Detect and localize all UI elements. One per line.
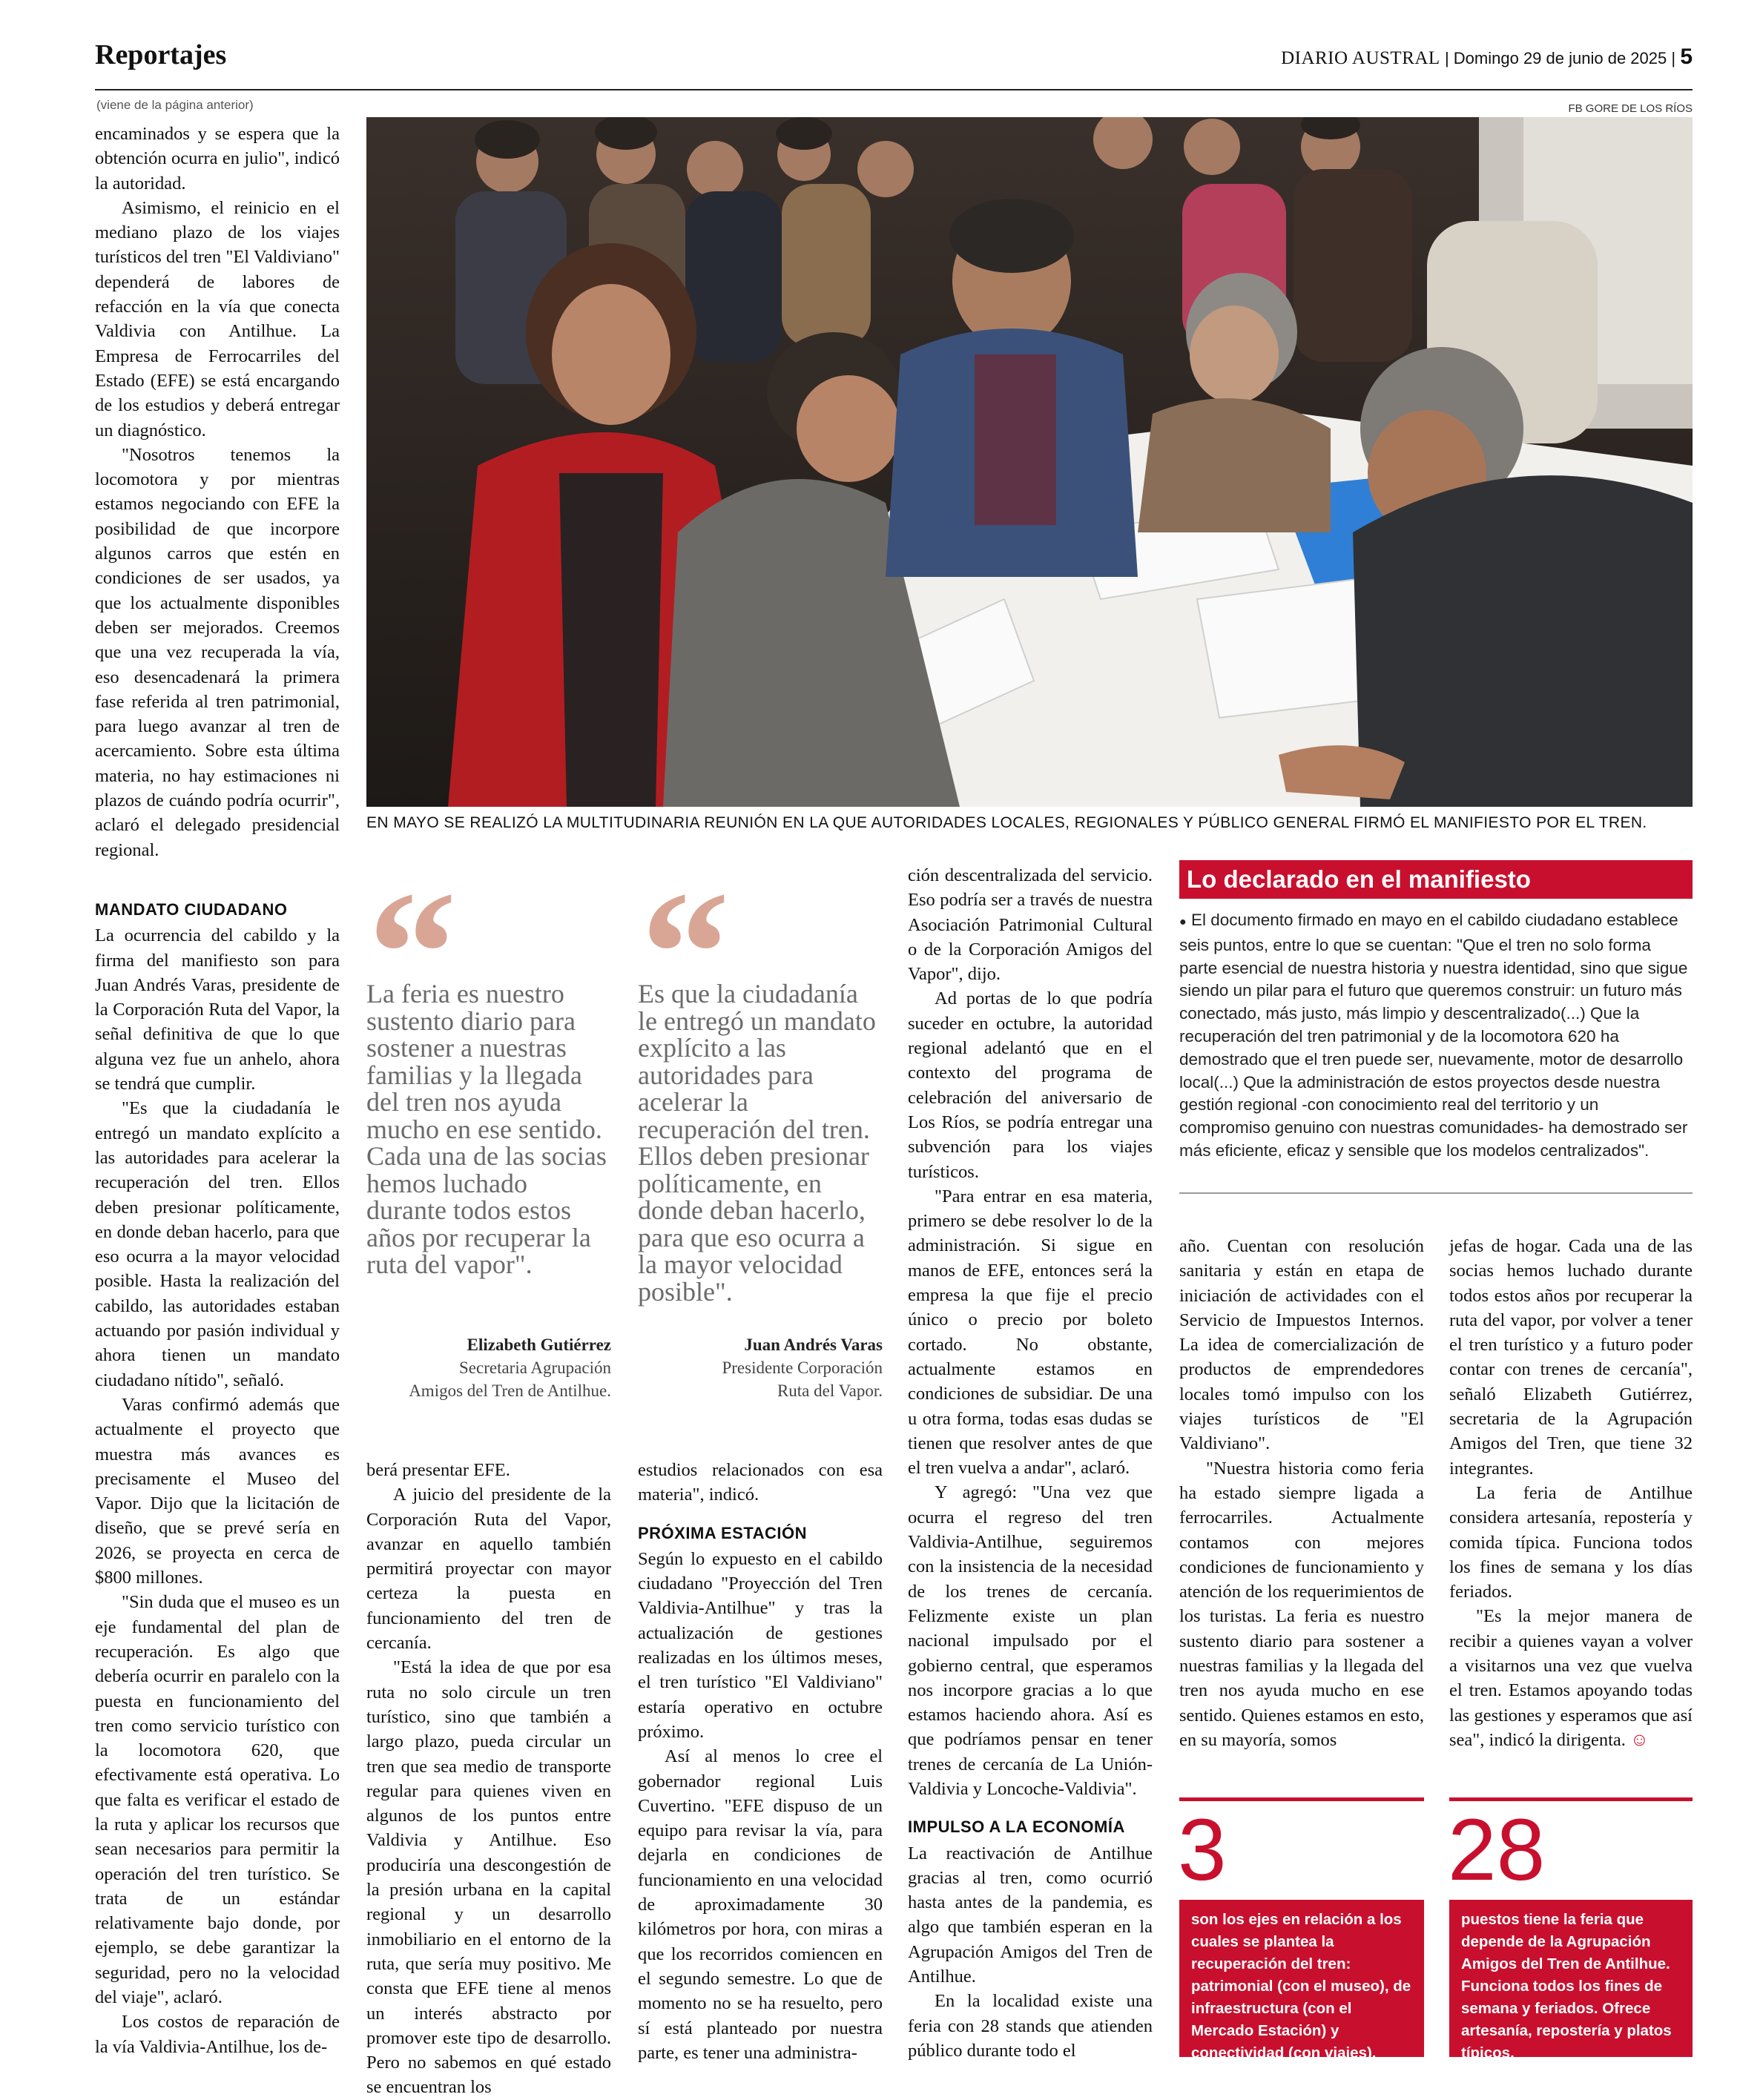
quote-1-name: Elizabeth Gutiérrez — [467, 1335, 611, 1354]
subhead-proxima-estacion: PRÓXIMA ESTACIÓN — [638, 1523, 808, 1542]
header-rule — [95, 89, 1693, 90]
paragraph: Los costos de reparación de la vía Valdivia-Antilhue, los de- — [95, 2012, 340, 2057]
continued-note: (viene de la página anterior) — [96, 98, 254, 112]
paragraph: La ocurrencia del cabildo y la firma del manifiesto son para Juan Andrés Varas, presidente de la Corporación Ruta del Vapor, la señal definitiva de que lo que alguna vez fue un anhelo, ahora se tendrá que cumplir. — [95, 925, 340, 1094]
page-number: 5 — [1680, 44, 1693, 69]
quote-1-text: La feria es nuestro sustento diario para sostener a nuestras familias y la llegada del tren nos ayuda mucho en ese sentido. Cada una de las socias hemos luchado durante todos estos años por recuperar la ruta del vapor". — [366, 979, 607, 1279]
end-mark-icon: ☺ — [1630, 1729, 1650, 1750]
column-5 — [1179, 1234, 1424, 1752]
paragraph: berá presentar EFE. — [366, 1460, 510, 1480]
paragraph: Ad portas de lo que podría suceder en octubre, la autoridad regional adelantó que en el contexto del programa de celebración del aniversario de Los Ríos, se podría entregar una subvención para los viajes turísticos. — [908, 988, 1153, 1182]
paragraph: "Sin duda que el museo es un eje fundamental del plan de recuperación. Es algo que debería ocurrir en paralelo con la puesta en funcionamiento del tren como servicio turístico con la locomotora 620, que efectivamente está operativa. Lo que falta es verificar el estado de la ruta y aplicar los recursos que sean necesarios para permitir la operación del tren turístico. Se trata de un estándar relativamente bajo donde, por ejemplo, se debe garantizar la seguridad, pero no la velocidad del viaje", aclaró. — [95, 1592, 340, 2008]
fact-2-number: 28 — [1448, 1801, 1546, 1899]
quote-1-attribution — [366, 1333, 611, 1402]
quote-2-text: Es que la ciudadanía le entregó un mandato explícito a las autoridades para acelerar la recuperación del tren. Ellos deben presionar políticamente, en donde deban hacerlo, para que eso ocurra a la mayor velocidad posible". — [638, 979, 876, 1307]
manifesto-text: El documento firmado en mayo en el cabildo ciudadano establece seis puntos, entre lo que se cuentan: "Que el tren no solo forma parte esencial de nuestra historia y nuestra identidad, sino que sigue siendo un pilar para el futuro que queremos construir: un futuro más conectado, más justo, más limpio y descentralizado(...) Que la recuperación del tren patrimonial y de la locomotora 620 ha demostrado que el tren puede ser, nuevamente, motor de desarrollo local(...) Que la administración de estos proyectos desde nuestra gestión regional -con conocimiento real del territorio y un compromiso genuino con nuestras comunidades- ha demostrado ser más eficiente, eficaz y sensible que los modelos centralizados". — [1179, 911, 1688, 1160]
column-3 — [638, 1458, 883, 2065]
paragraph: La reactivación de Antilhue gracias al tren, como ocurrió hasta antes de la pandemia, es algo que también esperan en la Agrupación Amigos del Tren de Antilhue. — [908, 1843, 1153, 1987]
photo-illustration — [366, 117, 1693, 807]
paragraph: año. Cuentan con resolución sanitaria y están en etapa de iniciación de actividades con el Servicio de Impuestos Internos. La idea de comercialización de productos de emprendedores locales tomó impulso con los viajes turísticos de "El Valdiviano". — [1179, 1236, 1424, 1454]
paragraph: "Está la idea de que por esa ruta no solo circule un tren turístico, sino que también a largo plazo, pueda circular un tren que sea medio de transporte regular para quienes viven en algunos de los puntos entre Valdivia y Antilhue. Eso produciría una descongestión de la presión urbana en la capital regional y un desarrollo inmobiliario en el entorno de la ruta, que sería muy positivo. Me consta que EFE tiene al menos un interés abstracto por promover este tipo de desarrollo. Pero no sabemos en qué estado se encuentran los — [366, 1657, 611, 2098]
manifesto-title: Lo declarado en el manifiesto — [1179, 860, 1693, 899]
column-6 — [1449, 1234, 1693, 1752]
paragraph: "Nuestra historia como feria ha estado siempre ligada a ferrocarriles. Actualmente contamos con mejores condiciones de funcionamiento y atención de los requerimientos de los turistas. La feria es nuestro sustento diario para sostener a nuestras familias y la llegada del tren nos ayuda mucho en ese sentido. Quienes estamos en esto, en su mayoría, somos — [1179, 1458, 1424, 1750]
subhead-impulso: IMPULSO A LA ECONOMÍA — [908, 1817, 1125, 1837]
paragraph: ción descentralizada del servicio. Eso podría ser a través de nuestra Asociación Patrimonial Cultural o de la Corporación Amigos del Vapor", dijo. — [908, 865, 1153, 985]
photo-caption: EN MAYO SE REALIZÓ LA MULTITUDINARIA REUNIÓN EN LA QUE AUTORIDADES LOCALES, REGIONALES Y PÚBLICO GENERAL FIRMÓ EL MANIFIESTO POR EL TREN. — [366, 814, 1647, 831]
quote-mark-1 — [368, 890, 457, 971]
quote-2-role: Presidente Corporación — [722, 1358, 883, 1377]
paragraph: Así al menos lo cree el gobernador regional Luis Cuvertino. "EFE dispuso de un equipo para revisar la vía, para dejarla en condiciones de funcionamiento en una velocidad de aproximadamente 30 kilómetros por hora, con miras a que los recorridos comiencen en el segundo semestre. Lo que de momento no se ha resuelto, pero sí está planteado por nuestra parte, es tener una administra- — [638, 1746, 883, 2063]
paragraph: jefas de hogar. Cada una de las socias hemos luchado durante todos estos años por recuperar la ruta del vapor, por volver a tener el tren turístico y a futuro poder contar con trenes de cercanía", señaló Elizabeth Gutiérrez, secretaria de la Agrupación Amigos del Tren, que tiene 32 integrantes. — [1449, 1236, 1693, 1479]
paragraph: Asimismo, el reinicio en el mediano plazo de los viajes turísticos del tren "El Valdiviano" dependerá de labores de refacción en la vía que conecta Valdivia con Antilhue. La Empresa de Ferrocarriles del Estado (EFE) se está encargando de los estudios y deberá entregar un diagnóstico. — [95, 197, 340, 440]
subhead-mandato: MANDATO CIUDADANO — [95, 900, 288, 919]
photo-credit: FB GORE DE LOS RÍOS — [1568, 102, 1693, 115]
paragraph: A juicio del presidente de la Corporación Ruta del Vapor, avanzar en aquello también permitirá proyectar con mayor certeza la puesta en funcionamiento del tren de cercanía. — [366, 1485, 611, 1654]
manifesto-rule — [1179, 1192, 1693, 1194]
quote-2-attribution — [638, 1333, 883, 1402]
column-1-bottom — [95, 887, 340, 2059]
paragraph: estudios relacionados con esa materia", indicó. — [638, 1460, 883, 1505]
issue-date: | Domingo 29 de junio de 2025 | — [1444, 49, 1676, 67]
quote-1-role-2: Amigos del Tren de Antilhue. — [409, 1381, 611, 1400]
quote-1-role: Secretaria Agrupación — [459, 1358, 611, 1377]
main-photo — [366, 117, 1693, 807]
paragraph — [1449, 1604, 1693, 1752]
paragraph: La feria de Antilhue considera artesanía, repostería y comida típica. Funciona todos los fines de semana y los días feriados. — [1449, 1482, 1693, 1602]
newspaper-name: DIARIO AUSTRAL — [1281, 48, 1440, 68]
quote-2-name: Juan Andrés Varas — [744, 1335, 883, 1354]
closing-text: "Es la mejor manera de recibir a quienes vayan a volver a visitarnos una vez que vuelva el tren. Estamos apoyando todas las gestiones y esperamos que así sea", indicó la dirigenta. — [1449, 1606, 1693, 1750]
quote-mark-2 — [641, 890, 730, 971]
manifesto-body — [1179, 909, 1693, 1163]
paragraph: Según lo expuesto en el cabildo ciudadano "Proyección del Tren Valdivia-Antilhue" y tras la actualización de gestiones realizadas en los últimos meses, el tren turístico "El Valdiviano" estaría operativo en octubre próximo. — [638, 1548, 883, 1742]
column-2 — [366, 1458, 611, 2100]
column-4 — [908, 863, 1153, 2063]
column-1-top — [95, 122, 340, 862]
paragraph: "Nosotros tenemos la locomotora y por mientras estamos negociando con EFE la posibilidad de que incorpore algunos carros que estén en condiciones de ser usados, ya que los actualmente disponibles deben ser mejorados. Creemos que una vez recuperada la vía, eso desencadenará la primera fase referida al tren patrimonial, para luego avanzar al tren de acercamiento. Sobre esta última materia, no hay estimaciones ni plazos de cuándo podría ocurrir", aclaró el delegado presidencial regional. — [95, 444, 340, 860]
paragraph: "Es que la ciudadanía le entregó un mandato explícito a las autoridades para acelerar la recuperación del tren. Ellos deben presionar políticamente, en donde deban hacerlo, para que eso ocurra a la mayor velocidad posible. Hasta la realización del cabildo, las autoridades estaban actuando por pasión individual y ahora tienen un mandato ciudadano nítido", señaló. — [95, 1098, 340, 1390]
fact-2-text: puestos tiene la feria que depende de la Agrupación Amigos del Tren de Antilhue. Funciona todos los fines de semana y feriados. Ofrece artesanía, repostería y platos típicos. — [1449, 1900, 1693, 2057]
paragraph: encaminados y se espera que la obtención ocurra en julio", indicó la autoridad. — [95, 124, 340, 194]
fact-1-text: son los ejes en relación a los cuales se plantea la recuperación del tren: patrimonial (con el museo), de infraestructura (con el Mercado Estación) y conectividad (con viajes). — [1179, 1900, 1424, 2057]
paragraph: Y agregó: "Una vez que ocurra el regreso del tren Valdivia-Antilhue, seguiremos con la insistencia de la necesidad de los trenes de cercanía. Felizmente existe un plan nacional impulsado por el gobierno central, que esperamos nos incorpore gracias a lo que estamos haciendo ahora. Así es que podríamos pensar en tener trenes de cercanía de La Unión-Valdivia y Loncoche-Valdivia". — [908, 1482, 1153, 1799]
masthead — [1281, 44, 1693, 70]
section-title: Reportajes — [95, 39, 227, 70]
paragraph: En la localidad existe una feria con 28 stands que atienden público durante todo el — [908, 1991, 1153, 2061]
paragraph: "Para entrar en esa materia, primero se debe resolver lo de la administración. Si sigue en manos de EFE, entonces será la empresa la que fije el precio único o precio por boleto cortado. No obstante, actualmente estamos en condiciones de subsidiar. De una u otra forma, todas esas dudas se tienen que resolver antes de que el tren vuelva a andar", aclaró. — [908, 1186, 1153, 1479]
quote-2-role-2: Ruta del Vapor. — [777, 1381, 883, 1400]
fact-1-number: 3 — [1178, 1801, 1227, 1899]
paragraph: Varas confirmó además que actualmente el proyecto que muestra más avances es precisamente el Museo del Vapor. Dijo que la licitación de diseño, que se prevé sería en 2026, se proyecta en cerca de $800 millones. — [95, 1394, 340, 1588]
bullet-icon: ● — [1179, 916, 1187, 928]
